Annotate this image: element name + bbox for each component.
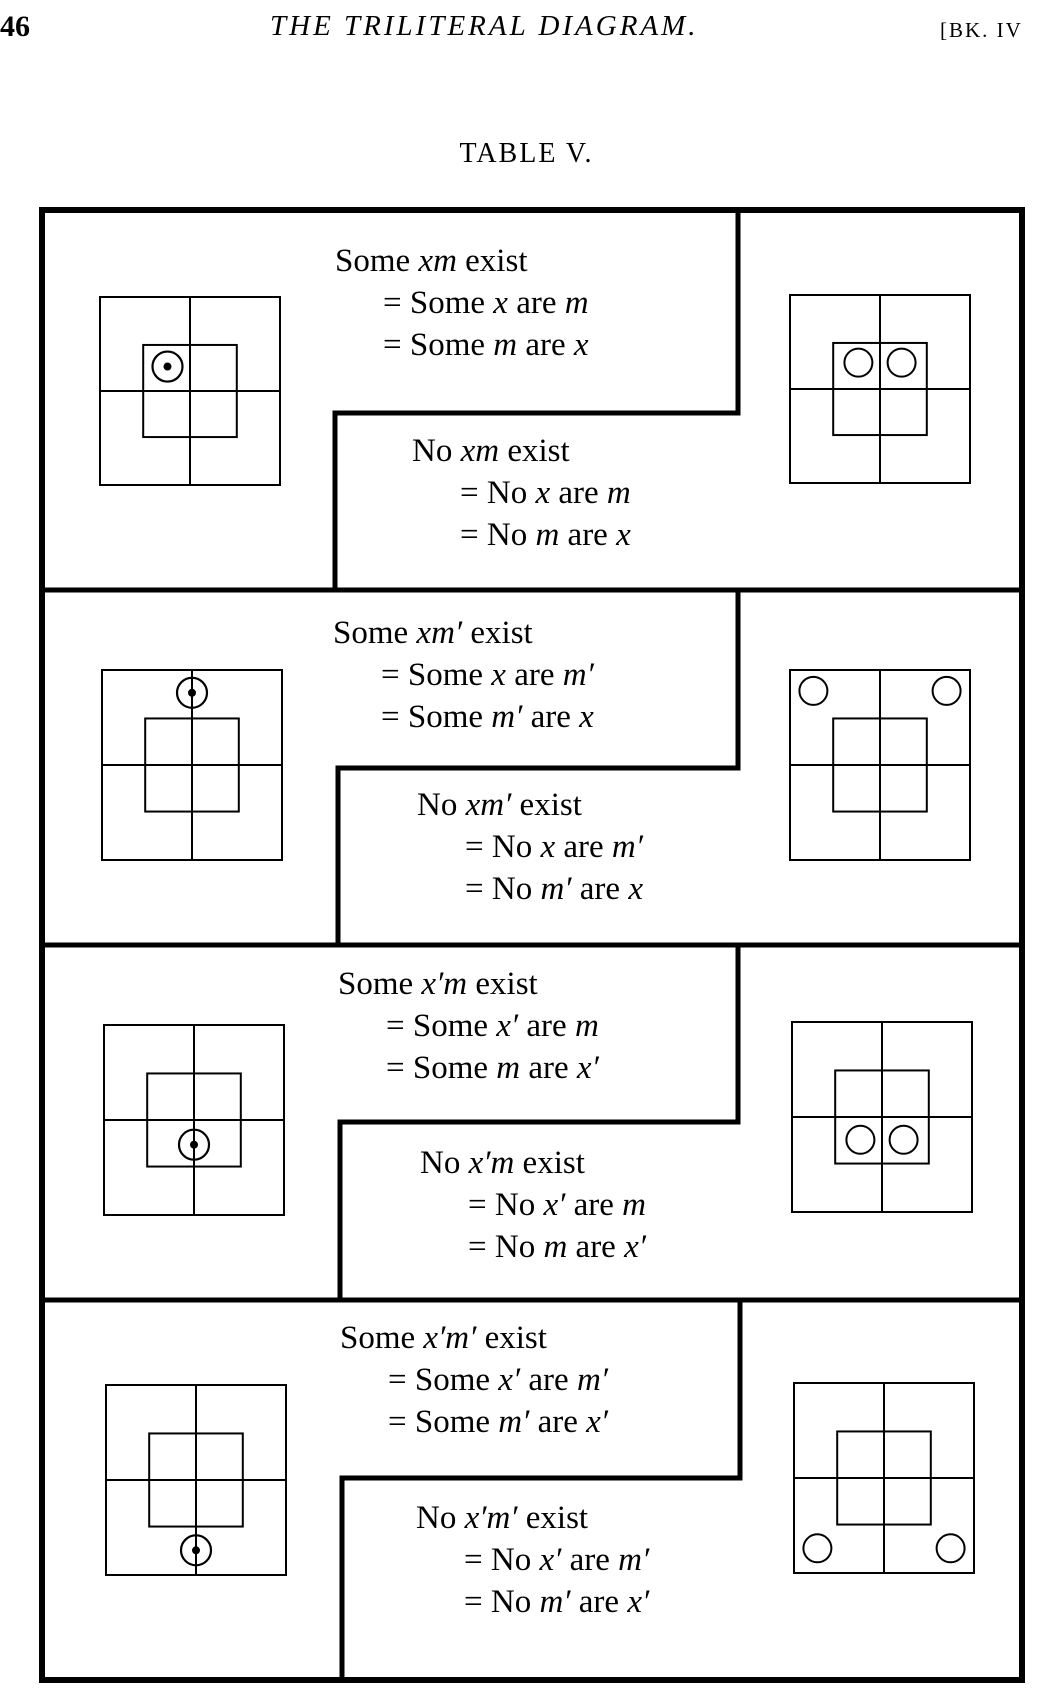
empty-circle-icon <box>933 677 961 705</box>
book-reference: [BK. IV <box>940 18 1023 42</box>
dot-icon <box>190 1141 198 1149</box>
dot-icon <box>164 363 172 371</box>
diagram-no-xm-prime <box>790 670 970 860</box>
running-title: THE TRILITERAL DIAGRAM. <box>270 10 699 42</box>
empty-circle-icon <box>846 1126 874 1154</box>
empty-circle-icon <box>799 677 827 705</box>
some-xm-prime-statement: Some xm′ exist = Some x are m′ = Some m′ are x <box>333 615 594 735</box>
empty-circle-icon <box>888 349 916 377</box>
no-x-prime-m-statement: No x′m exist = No x′ are m = No m are x′ <box>420 1145 646 1265</box>
empty-circle-icon <box>937 1534 965 1562</box>
some-x-prime-m-prime-statement: Some x′m′ exist = Some x′ are m′ = Some m′ are x′ <box>340 1320 609 1440</box>
dot-icon <box>192 1546 200 1554</box>
diagram-some-x-prime-m <box>104 1025 284 1215</box>
diagram-no-xm <box>790 295 970 483</box>
diagram-no-x-prime-m <box>792 1022 972 1212</box>
some-xm-statement: Some xm exist = Some x are m = Some m are x <box>335 243 589 363</box>
diagram-some-xm <box>100 297 280 485</box>
diagram-no-x-prime-m-prime <box>794 1383 974 1573</box>
table-caption: TABLE V. <box>459 138 594 169</box>
page-number: 46 <box>0 10 30 43</box>
empty-circle-icon <box>890 1126 918 1154</box>
no-xm-prime-statement: No xm′ exist = No x are m′ = No m′ are x <box>417 787 643 907</box>
some-x-prime-m-statement: Some x′m exist = Some x′ are m = Some m are x′ <box>338 966 599 1086</box>
no-x-prime-m-prime-statement: No x′m′ exist = No x′ are m′ = No m′ are x′ <box>416 1500 650 1620</box>
diagram-some-x-prime-m-prime <box>106 1385 286 1575</box>
dot-icon <box>188 689 196 697</box>
empty-circle-icon <box>803 1534 831 1562</box>
empty-circle-icon <box>844 349 872 377</box>
diagram-some-xm-prime <box>102 670 282 860</box>
no-xm-statement: No xm exist = No x are m = No m are x <box>412 433 631 553</box>
